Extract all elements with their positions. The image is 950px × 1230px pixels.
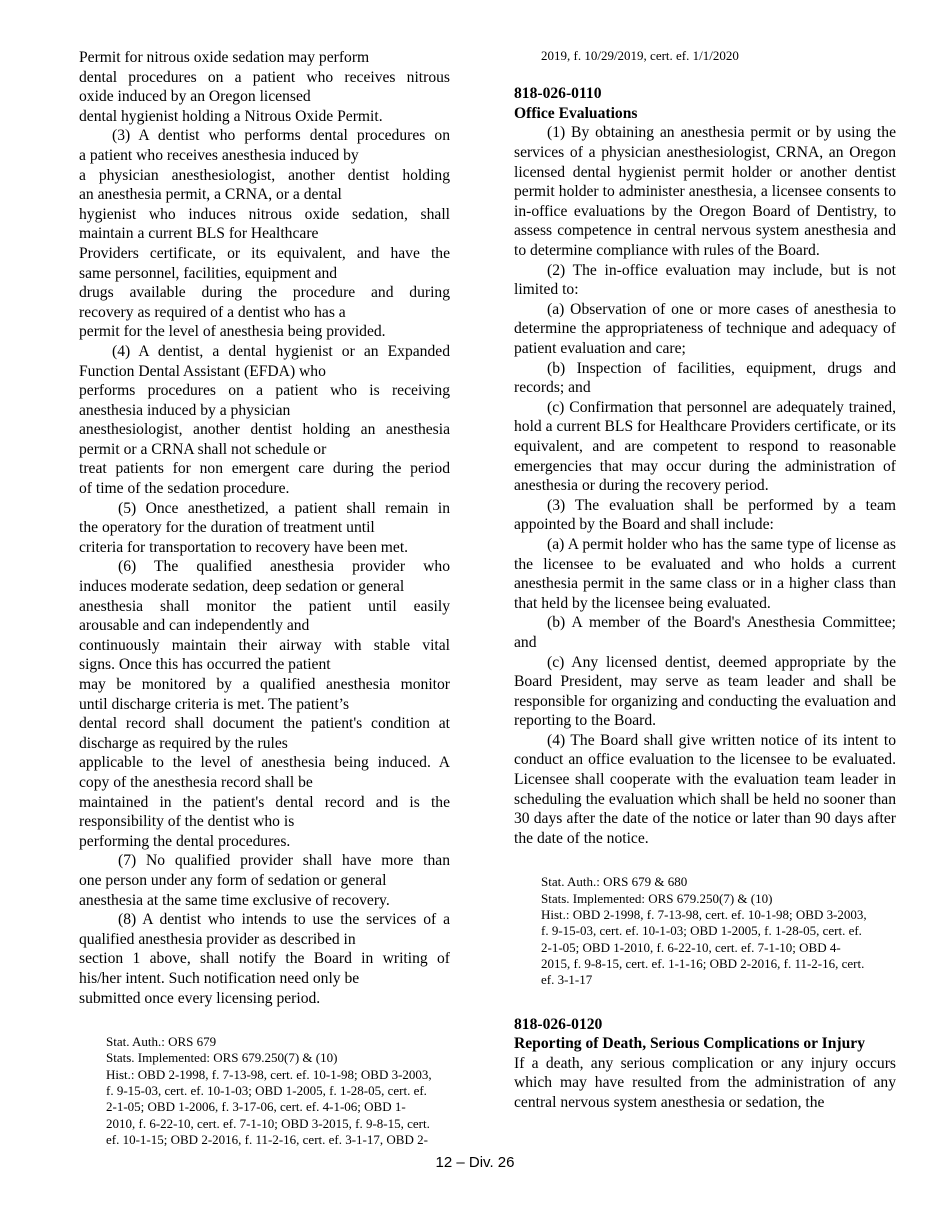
text-line: permit for the level of anesthesia being provided. [79,323,386,341]
paragraph: (1) By obtaining an anesthesia permit or by using the services of a physician anesthesiologist, CRNA, an Oregon licensed dental hygienist permit holder or another dentist permit holder to administer anesthesia, a licensee consents to in-office evaluations by the Oregon Board of Dentistry, to assess competence in central nervous system anesthesia and to determine compliance with rules of the Board. [514,124,896,260]
text-line: (6) The qualified anesthesia provider who [118,558,450,576]
text-line: the operatory for the duration of treatment until [79,519,375,537]
section-number: 818-026-0110 [514,85,602,103]
text-line: continuously maintain their airway with stable vital [79,636,450,654]
note-line: 2-1-05; OBD 1-2006, f. 3-17-06, cert. ef. 4-1-06; OBD 1- [106,1099,406,1115]
text-line: responsibility of the dentist who is [79,813,295,831]
text-line: anesthesiologist, another dentist holding an anesthesia [79,421,450,439]
paragraph: (a) Observation of one or more cases of anesthesia to determine the appropriateness of technique and adequacy of patient evaluation and care; [514,300,896,358]
history-continuation: 2019, f. 10/29/2019, cert. ef. 1/1/2020 [541,48,739,63]
text-line: until discharge criteria is met. The patient’s [79,695,350,713]
note-line: Hist.: OBD 2-1998, f. 7-13-98, cert. ef. 10-1-98; OBD 3-2003, [106,1066,432,1082]
paragraph: (b) Inspection of facilities, equipment, drugs and records; and [514,359,896,397]
text-line: a physician anesthesiologist, another dentist holding [79,166,450,184]
text-line: hygienist who induces nitrous oxide sedation, shall [79,205,450,223]
text-line: induces moderate sedation, deep sedation or general [79,578,405,596]
note-line: Stats. Implemented: ORS 679.250(7) & (10) [541,890,773,906]
paragraph: (c) Any licensed dentist, deemed appropriate by the Board President, may serve as team leader and shall be responsible for organizing and conducting the evaluation and reporting to the Board. [514,653,896,730]
text-line: (8) A dentist who intends to use the services of a [118,911,450,929]
section-number: 818-026-0120 [514,1015,603,1033]
note-line: ef. 10-1-15; OBD 2-2016, f. 11-2-16, cert. ef. 3-1-17, OBD 2- [106,1131,428,1147]
section-title: Reporting of Death, Serious Complications or Injury [514,1035,866,1053]
note-line: 2015, f. 9-8-15, cert. ef. 1-1-16; OBD 2-2016, f. 11-2-16, cert. [541,955,865,971]
text-line: maintained in the patient's dental record and is the [79,793,450,811]
statutory-note [541,874,896,988]
paragraph-5 [79,499,450,558]
text-line: performing the dental procedures. [79,832,291,850]
text-line: signs. Once this has occurred the patient [79,656,331,674]
text-line: an anesthesia permit, a CRNA, or a dental [79,186,342,204]
text-line: one person under any form of sedation or general [79,871,387,889]
note-line: f. 9-15-03, cert. ef. 10-1-03; OBD 1-2005, f. 1-28-05, cert. ef. [106,1082,427,1098]
note-line: 2-1-05; OBD 1-2010, f. 6-22-10, cert. ef. 7-1-10; OBD 4- [541,939,841,955]
paragraph-intro [79,48,450,126]
paragraph-6 [79,557,450,851]
text-line: submitted once every licensing period. [79,989,321,1007]
text-line: dental hygienist holding a Nitrous Oxide Permit. [79,107,383,125]
text-line: permit or a CRNA shall not schedule or [79,440,327,458]
paragraph: (b) A member of the Board's Anesthesia Committee; and [514,614,896,651]
text-line: recovery as required of a dentist who has a [79,303,346,321]
right-column [514,48,896,1113]
note-line: Stat. Auth.: ORS 679 [106,1034,217,1050]
text-line: maintain a current BLS for Healthcare [79,225,319,243]
left-column [79,48,450,1148]
note-line: Stat. Auth.: ORS 679 & 680 [541,874,688,890]
note-line: ef. 3-1-17 [541,972,593,988]
text-line: discharge as required by the rules [79,734,288,752]
paragraph-8 [79,910,450,1008]
text-line: anesthesia shall monitor the patient until easily [79,597,450,615]
text-line: his/her intent. Such notification need only be [79,969,360,987]
text-line: applicable to the level of anesthesia being induced. A [79,754,450,772]
paragraph: If a death, any serious complication or any injury occurs which may have resulted from the administration of any central nervous system anesthesia or sedation, the [514,1054,896,1111]
text-line: dental record shall document the patient's condition at [79,715,450,733]
text-line: a patient who receives anesthesia induced by [79,146,359,164]
paragraph: (4) The Board shall give written notice of its intent to conduct an office evaluation to the licensee to be evaluated. Licensee shall cooperate with the evaluation team leader in scheduling the evaluation which shall be held no sooner than 30 days after the date of the notice or later than 90 days after the date of the notice. [514,731,896,847]
text-line: Providers certificate, or its equivalent, and have the [79,244,450,262]
text-line: qualified anesthesia provider as described in [79,930,356,948]
text-line: of time of the sedation procedure. [79,480,290,498]
text-line: treat patients for non emergent care during the period [79,460,450,478]
paragraph: (2) The in-office evaluation may include, but is not limited to: [514,261,896,299]
text-line: Permit for nitrous oxide sedation may perform [79,49,370,66]
note-line: Stats. Implemented: ORS 679.250(7) & (10) [106,1050,338,1066]
paragraph-7 [79,851,450,910]
text-line: oxide induced by an Oregon licensed [79,88,311,106]
text-line: same personnel, facilities, equipment and [79,264,338,282]
text-line: dental procedures on a patient who receives nitrous [79,68,450,86]
text-line: arousable and can independently and [79,617,310,635]
paragraph: (3) The evaluation shall be performed by a team appointed by the Board and shall include: [514,496,896,534]
text-line: (4) A dentist, a dental hygienist or an Expanded [112,342,450,360]
text-line: copy of the anesthesia record shall be [79,773,313,791]
statutory-note [106,1034,450,1148]
text-line: (5) Once anesthetized, a patient shall remain in [118,499,450,517]
paragraph-3 [79,126,450,342]
paragraph: (a) A permit holder who has the same type of license as the licensee to be evaluated and who holds a current anesthesia permit in the same class or in a higher class than that held by the licensee being evaluated. [514,535,896,612]
text-line: may be monitored by a qualified anesthesia monitor [79,676,450,693]
paragraph: (c) Confirmation that personnel are adequately trained, hold a current BLS for Healthcare Providers certificate, or its equivalent, and are competent to respond to reasonable emergencies that may occur during the administration of anesthesia or during the recovery period. [514,398,896,495]
note-line: Hist.: OBD 2-1998, f. 7-13-98, cert. ef. 10-1-98; OBD 3-2003, [541,907,867,923]
page-footer: 12 – Div. 26 [435,1154,515,1171]
text-line: Function Dental Assistant (EFDA) who [79,362,326,380]
text-line: drugs available during the procedure and during [79,284,450,302]
paragraph-4 [79,342,450,499]
text-line: section 1 above, shall notify the Board in writing of [79,950,450,968]
text-line: anesthesia at the same time exclusive of recovery. [79,891,390,909]
text-line: (3) A dentist who performs dental procedures on [112,127,450,145]
text-line: criteria for transportation to recovery have been met. [79,538,409,556]
text-line: (7) No qualified provider shall have more than [118,852,450,870]
section-title: Office Evaluations [514,104,638,122]
note-line: 2010, f. 6-22-10, cert. ef. 7-1-10; OBD 3-2015, f. 9-8-15, cert. [106,1115,430,1131]
note-line: f. 9-15-03, cert. ef. 10-1-03; OBD 1-2005, f. 1-28-05, cert. ef. [541,923,862,939]
text-line: performs procedures on a patient who is receiving [79,382,450,400]
text-line: anesthesia induced by a physician [79,401,291,419]
